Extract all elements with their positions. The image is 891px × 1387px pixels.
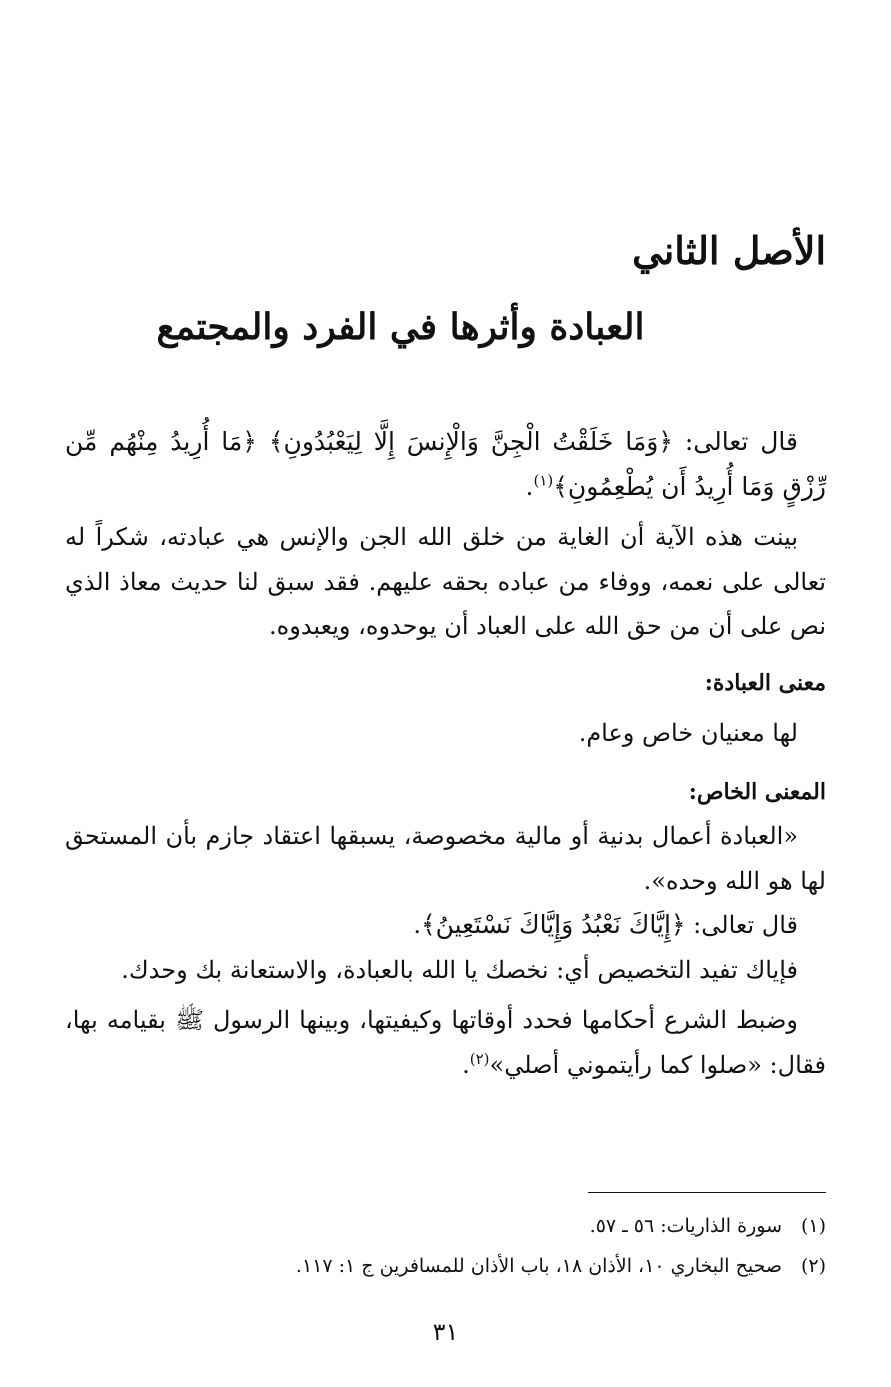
page-body xyxy=(65,420,826,1087)
heading-specific-meaning: المعنى الخاص: xyxy=(688,778,826,805)
footnote-text: صحيح البخاري ١٠، الأذان ١٨، باب الأذان للمسافرين ج ١: ١١٧. xyxy=(295,1255,782,1277)
verse-text: قال تعالى: ﴿وَمَا خَلَقْتُ الْجِنَّ وَالْإِنسَ إِلَّا لِيَعْبُدُونِ﴾ ﴿مَا أُرِيدُ مِنْهُم مِّن رِّزْقٍ وَمَا أُرِيدُ أَن يُطْعِمُونِ﴾ xyxy=(65,427,826,501)
rulings-end: . xyxy=(462,1050,470,1079)
paragraph-definition: «العبادة أعمال بدنية أو مالية مخصوصة، يسبقها اعتقاد جازم بأن المستحق لها هو الله وحده». xyxy=(65,822,826,895)
footnote-text: سورة الذاريات: ٥٦ ـ ٥٧. xyxy=(589,1215,782,1237)
paragraph-two-meanings: لها معنيان خاص وعام. xyxy=(578,719,798,747)
footnote xyxy=(65,1246,826,1286)
footnotes xyxy=(65,1206,826,1286)
verse-lead: قال تعالى: xyxy=(685,911,798,939)
verse-fatiha: ﴿إِيَّاكَ نَعْبُدُ وَإِيَّاكَ نَسْتَعِينُ﴾ xyxy=(420,910,686,939)
paragraph-explanation: بينت هذه الآية أن الغاية من خلق الله الجن والإنس هي عبادته، شكراً له تعالى على نعمه، ووفاء من عباده بحقه عليهم. فقد سبق لنا حديث معاذ الذي نص على أن من حق الله على العباد أن يوحدوه، ويعبدوه. xyxy=(65,523,826,640)
verse-paragraph xyxy=(65,420,826,509)
chapter-label: الأصل الثاني xyxy=(632,228,826,273)
page-number: ٣١ xyxy=(432,1318,459,1346)
footnote-number: (١) xyxy=(800,1215,826,1237)
footnote-divider xyxy=(588,1192,826,1193)
paragraph-rulings xyxy=(65,998,826,1087)
verse-fatiha-end: . xyxy=(413,911,421,939)
heading-meaning-of-worship: معنى العبادة: xyxy=(704,669,826,696)
paragraph-specification: فإياك تفيد التخصيص أي: نخصك يا الله بالعبادة، والاستعانة بك وحدك. xyxy=(121,955,798,984)
footnote xyxy=(65,1206,826,1246)
verse-end: . xyxy=(525,471,534,501)
footnote-ref-1: (١) xyxy=(533,471,554,490)
rulings-text: وضبط الشرع أحكامها فحدد أوقاتها وكيفيتها، وبينها الرسول ﷺ بقيامه بها، فقال: «صلوا كما رأيتموني أصلي» xyxy=(65,1006,826,1079)
footnote-ref-2: (٢) xyxy=(469,1049,490,1068)
paragraph-verse-fatiha xyxy=(65,903,826,948)
chapter-title: العبادة وأثرها في الفرد والمجتمع xyxy=(156,306,645,348)
footnote-number: (٢) xyxy=(800,1255,826,1277)
